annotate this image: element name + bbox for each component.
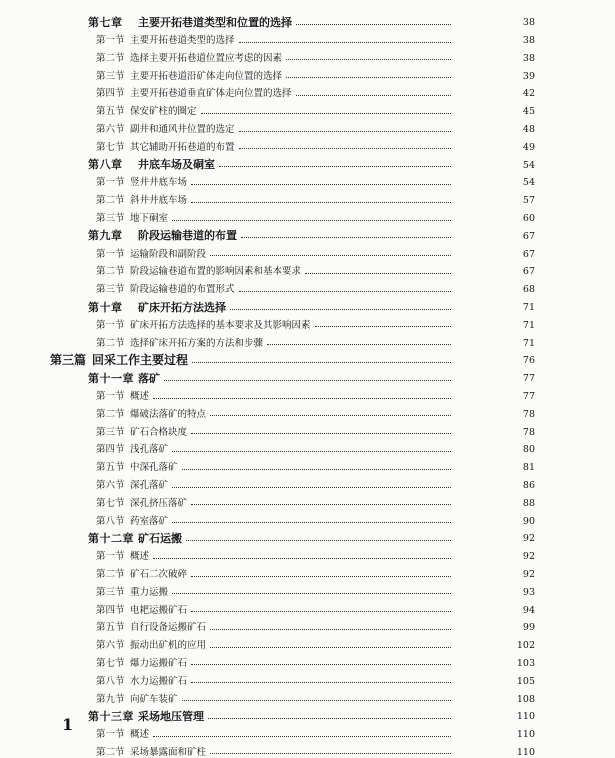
toc-entry-chapter bbox=[88, 295, 615, 313]
entry-number: 第一节 bbox=[96, 391, 125, 403]
entry-number: 第六节 bbox=[96, 480, 125, 492]
dot-leader bbox=[192, 362, 451, 363]
entry-title: 矿石运搬 bbox=[138, 531, 182, 545]
toc-entry-section bbox=[96, 668, 615, 686]
entry-page-number: 48 bbox=[522, 124, 535, 136]
toc-entry-part bbox=[50, 348, 615, 366]
entry-title: 矿床开拓方法选择 bbox=[138, 300, 226, 314]
dot-leader bbox=[164, 380, 451, 381]
entry-page-number: 93 bbox=[522, 586, 535, 598]
entry-page-number: 78 bbox=[522, 408, 535, 420]
entry-number: 第九节 bbox=[96, 693, 125, 705]
entry-number: 第一节 bbox=[96, 551, 125, 563]
entry-page-number: 38 bbox=[522, 52, 535, 64]
entry-number: 第七节 bbox=[96, 141, 125, 153]
entry-title: 运输阶段和副阶段 bbox=[130, 248, 207, 260]
entry-title: 井底车场及硐室 bbox=[138, 158, 215, 172]
entry-title: 主要开拓巷道类型的选择 bbox=[130, 35, 235, 47]
entry-number: 第二节 bbox=[96, 266, 125, 278]
dot-leader bbox=[315, 326, 451, 327]
entry-page-number: 110 bbox=[516, 746, 535, 758]
entry-title: 选择主要开拓巷道位置应考虑的因素 bbox=[130, 52, 283, 64]
entry-page-number: 102 bbox=[516, 640, 535, 652]
entry-page-number: 67 bbox=[522, 248, 535, 260]
entry-title: 矿石二次破碎 bbox=[130, 569, 188, 580]
entry-page-number: 90 bbox=[522, 515, 535, 527]
dot-leader bbox=[191, 664, 451, 665]
toc-entry-section bbox=[96, 544, 615, 562]
entry-page-number: 67 bbox=[522, 266, 535, 278]
entry-number: 第六节 bbox=[96, 124, 125, 136]
entry-title: 副井和通风井位置的选定 bbox=[130, 124, 235, 136]
entry-number: 第七节 bbox=[96, 497, 125, 509]
dot-leader bbox=[296, 24, 451, 25]
entry-title: 采场地压管理 bbox=[138, 709, 204, 723]
toc-entry-section bbox=[96, 402, 615, 420]
entry-number: 第十二章 bbox=[88, 531, 134, 545]
dot-leader bbox=[210, 415, 451, 416]
entry-title: 概述 bbox=[130, 729, 150, 741]
entry-number: 第一节 bbox=[96, 319, 125, 331]
entry-title: 阶段运输巷道的布置形式 bbox=[130, 284, 235, 296]
entry-page-number: 88 bbox=[522, 497, 535, 509]
entry-page-number: 60 bbox=[522, 213, 535, 225]
toc-entry-section bbox=[96, 28, 615, 46]
entry-title: 阶段运输巷道布置的影响因素和基本要求 bbox=[130, 266, 302, 278]
entry-page-number: 68 bbox=[522, 284, 535, 296]
entry-page-number: 54 bbox=[522, 159, 535, 171]
dot-leader bbox=[219, 166, 451, 167]
toc-entry-section bbox=[96, 170, 615, 188]
toc-entry-section bbox=[96, 508, 615, 526]
toc-entry-section bbox=[96, 633, 615, 651]
toc-entry-section bbox=[96, 491, 615, 509]
entry-title: 药室落矿 bbox=[130, 515, 169, 527]
entry-page-number: 71 bbox=[522, 337, 535, 349]
entry-number: 第四节 bbox=[96, 444, 125, 456]
entry-title: 采场暴露面和矿柱 bbox=[130, 746, 207, 758]
toc-entry-section bbox=[96, 651, 615, 669]
entry-title: 回采工作主要过程 bbox=[92, 352, 189, 367]
dot-leader bbox=[210, 647, 451, 648]
entry-number: 第三节 bbox=[96, 284, 125, 296]
entry-number: 第八章 bbox=[88, 158, 123, 172]
dot-leader bbox=[230, 309, 451, 310]
toc-entry-section bbox=[96, 686, 615, 704]
entry-title: 保安矿柱的圈定 bbox=[130, 106, 197, 118]
entry-title: 主要开拓巷道类型和位置的选择 bbox=[138, 15, 292, 29]
entry-number: 第二节 bbox=[96, 408, 125, 420]
toc-entry-section bbox=[96, 330, 615, 348]
entry-title: 自行设备运搬矿石 bbox=[130, 622, 207, 634]
entry-page-number: 108 bbox=[516, 693, 535, 705]
entry-page-number: 42 bbox=[522, 88, 535, 100]
toc-entry-section bbox=[96, 384, 615, 402]
dot-leader bbox=[172, 451, 451, 452]
dot-leader bbox=[210, 255, 451, 256]
entry-page-number: 77 bbox=[522, 391, 535, 403]
entry-number: 第三节 bbox=[96, 586, 125, 598]
entry-title: 深孔挤压落矿 bbox=[130, 497, 188, 509]
entry-page-number: 94 bbox=[522, 604, 535, 616]
toc-entry-section bbox=[96, 313, 615, 331]
dot-leader bbox=[191, 433, 451, 434]
dot-leader bbox=[201, 113, 451, 114]
entry-number: 第一节 bbox=[96, 35, 125, 47]
entry-page-number: 80 bbox=[522, 444, 535, 456]
dot-leader bbox=[239, 291, 451, 292]
entry-title: 概述 bbox=[130, 391, 150, 403]
entry-page-number: 38 bbox=[522, 17, 535, 29]
entry-title: 振动出矿机的应用 bbox=[130, 640, 207, 652]
entry-page-number: 57 bbox=[522, 195, 535, 207]
entry-page-number: 49 bbox=[522, 141, 535, 153]
toc-entry-section bbox=[96, 740, 615, 758]
entry-page-number: 45 bbox=[522, 106, 535, 118]
entry-title: 矿石合格块度 bbox=[130, 426, 188, 438]
toc-entry-section bbox=[96, 206, 615, 224]
entry-title: 落矿 bbox=[138, 371, 160, 385]
entry-title: 阶段运输巷道的布置 bbox=[138, 229, 237, 243]
dot-leader bbox=[182, 700, 451, 701]
entry-number: 第四节 bbox=[96, 604, 125, 616]
dot-leader bbox=[239, 148, 451, 149]
toc-entry-section bbox=[96, 188, 615, 206]
toc-entry-section bbox=[96, 419, 615, 437]
toc-entry-chapter bbox=[88, 152, 615, 170]
entry-page-number: 67 bbox=[522, 230, 535, 242]
entry-title: 爆力运搬矿石 bbox=[130, 657, 188, 669]
entry-number: 第六节 bbox=[96, 640, 125, 652]
entry-page-number: 76 bbox=[522, 355, 535, 367]
dot-leader bbox=[191, 202, 451, 203]
entry-title: 主要开拓巷道沿矿体走向位置的选择 bbox=[130, 70, 283, 82]
entry-title: 电耙运搬矿石 bbox=[130, 604, 188, 616]
toc-entry-section bbox=[96, 63, 615, 81]
entry-title: 选择矿床开拓方案的方法和步骤 bbox=[130, 337, 264, 349]
dot-leader bbox=[286, 77, 451, 78]
entry-page-number: 81 bbox=[522, 462, 535, 474]
entry-title: 概述 bbox=[130, 551, 150, 563]
entry-page-number: 86 bbox=[522, 480, 535, 492]
toc-entry-section bbox=[96, 580, 615, 598]
entry-number: 第五节 bbox=[96, 462, 125, 474]
entry-page-number: 71 bbox=[522, 319, 535, 331]
entry-title: 主要开拓巷道垂直矿体走向位置的选择 bbox=[130, 88, 292, 100]
dot-leader bbox=[191, 504, 451, 505]
dot-leader bbox=[241, 237, 451, 238]
entry-page-number: 77 bbox=[522, 373, 535, 385]
dot-leader bbox=[172, 522, 451, 523]
dot-leader bbox=[305, 273, 451, 274]
toc-entry-section bbox=[96, 117, 615, 135]
entry-number: 第二节 bbox=[96, 337, 125, 349]
entry-number: 第七节 bbox=[96, 657, 125, 669]
toc-entry-chapter bbox=[88, 366, 615, 384]
entry-title: 重力运搬 bbox=[130, 586, 169, 598]
toc-entry-section bbox=[96, 473, 615, 491]
toc-entry-section bbox=[96, 277, 615, 295]
entry-title: 斜井井底车场 bbox=[130, 195, 188, 207]
entry-number: 第三节 bbox=[96, 426, 125, 438]
entry-title: 深孔落矿 bbox=[130, 480, 169, 492]
toc-entry-section bbox=[96, 722, 615, 740]
dot-leader bbox=[153, 398, 451, 399]
toc-entry-section bbox=[96, 135, 615, 153]
entry-number: 第四节 bbox=[96, 88, 125, 100]
entry-title: 矿床开拓方法选择的基本要求及其影响因素 bbox=[130, 319, 311, 331]
entry-page-number: 110 bbox=[516, 729, 535, 741]
entry-number: 第二节 bbox=[96, 746, 125, 758]
entry-number: 第十一章 bbox=[88, 371, 134, 385]
toc-entry-section bbox=[96, 562, 615, 580]
dot-leader bbox=[210, 753, 451, 754]
dot-leader bbox=[153, 736, 451, 737]
toc-entry-section bbox=[96, 99, 615, 117]
toc-entry-section bbox=[96, 241, 615, 259]
entry-number: 第二节 bbox=[96, 195, 125, 207]
dot-leader bbox=[172, 220, 451, 221]
toc-entry-section bbox=[96, 455, 615, 473]
entry-number: 第八节 bbox=[96, 515, 125, 527]
entry-number: 第二节 bbox=[96, 52, 125, 64]
dot-leader bbox=[296, 95, 451, 96]
table-of-contents bbox=[0, 10, 615, 757]
toc-entry-section bbox=[96, 615, 615, 633]
toc-entry-section bbox=[96, 597, 615, 615]
dot-leader bbox=[191, 184, 451, 185]
entry-page-number: 39 bbox=[522, 70, 535, 82]
toc-entry-chapter bbox=[88, 224, 615, 242]
entry-page-number: 92 bbox=[522, 533, 535, 545]
dot-leader bbox=[172, 593, 451, 594]
dot-leader bbox=[208, 718, 451, 719]
dot-leader bbox=[191, 611, 451, 612]
toc-entry-section bbox=[96, 46, 615, 64]
entry-page-number: 71 bbox=[522, 302, 535, 314]
dot-leader bbox=[286, 59, 451, 60]
entry-page-number: 38 bbox=[522, 35, 535, 47]
dot-leader bbox=[191, 682, 451, 683]
dot-leader bbox=[182, 469, 451, 470]
entry-number: 第三节 bbox=[96, 70, 125, 82]
entry-page-number: 78 bbox=[522, 426, 535, 438]
entry-page-number: 92 bbox=[522, 551, 535, 563]
dot-leader bbox=[191, 576, 451, 577]
toc-entry-section bbox=[96, 259, 615, 277]
dot-leader bbox=[239, 131, 451, 132]
entry-number: 第一节 bbox=[96, 177, 125, 189]
entry-title: 浅孔落矿 bbox=[130, 444, 169, 456]
entry-number: 第十三章 bbox=[88, 709, 134, 723]
entry-title: 中深孔落矿 bbox=[130, 462, 178, 474]
entry-title: 其它辅助开拓巷道的布置 bbox=[130, 141, 235, 153]
entry-number: 第三节 bbox=[96, 213, 125, 225]
entry-title: 向矿车装矿 bbox=[130, 693, 178, 705]
entry-number: 第三篇 bbox=[50, 352, 87, 367]
toc-entry-section bbox=[96, 81, 615, 99]
toc-entry-chapter bbox=[88, 10, 615, 28]
entry-number: 第十章 bbox=[88, 300, 123, 314]
entry-number: 第九章 bbox=[88, 229, 123, 243]
entry-number: 第二节 bbox=[96, 569, 125, 580]
footer-page-number: 1 bbox=[62, 715, 74, 734]
toc-entry-chapter bbox=[88, 526, 615, 544]
dot-leader bbox=[153, 558, 451, 559]
entry-title: 竖井井底车场 bbox=[130, 177, 188, 189]
entry-number: 第五节 bbox=[96, 106, 125, 118]
entry-number: 第五节 bbox=[96, 622, 125, 634]
entry-number: 第八节 bbox=[96, 675, 125, 687]
entry-title: 爆破法落矿的特点 bbox=[130, 408, 207, 420]
entry-page-number: 92 bbox=[522, 569, 535, 580]
toc-entry-chapter bbox=[88, 704, 615, 722]
entry-page-number: 103 bbox=[516, 657, 535, 669]
entry-page-number: 99 bbox=[522, 622, 535, 634]
dot-leader bbox=[267, 344, 451, 345]
entry-number: 第一节 bbox=[96, 248, 125, 260]
entry-page-number: 105 bbox=[516, 675, 535, 687]
dot-leader bbox=[239, 42, 451, 43]
entry-page-number: 110 bbox=[516, 711, 535, 723]
dot-leader bbox=[210, 629, 451, 630]
dot-leader bbox=[186, 540, 451, 541]
entry-page-number: 54 bbox=[522, 177, 535, 189]
entry-title: 地下硐室 bbox=[130, 213, 169, 225]
entry-number: 第七章 bbox=[88, 15, 123, 29]
entry-number: 第一节 bbox=[96, 729, 125, 741]
entry-title: 水力运搬矿石 bbox=[130, 675, 188, 687]
toc-entry-section bbox=[96, 437, 615, 455]
dot-leader bbox=[172, 487, 451, 488]
